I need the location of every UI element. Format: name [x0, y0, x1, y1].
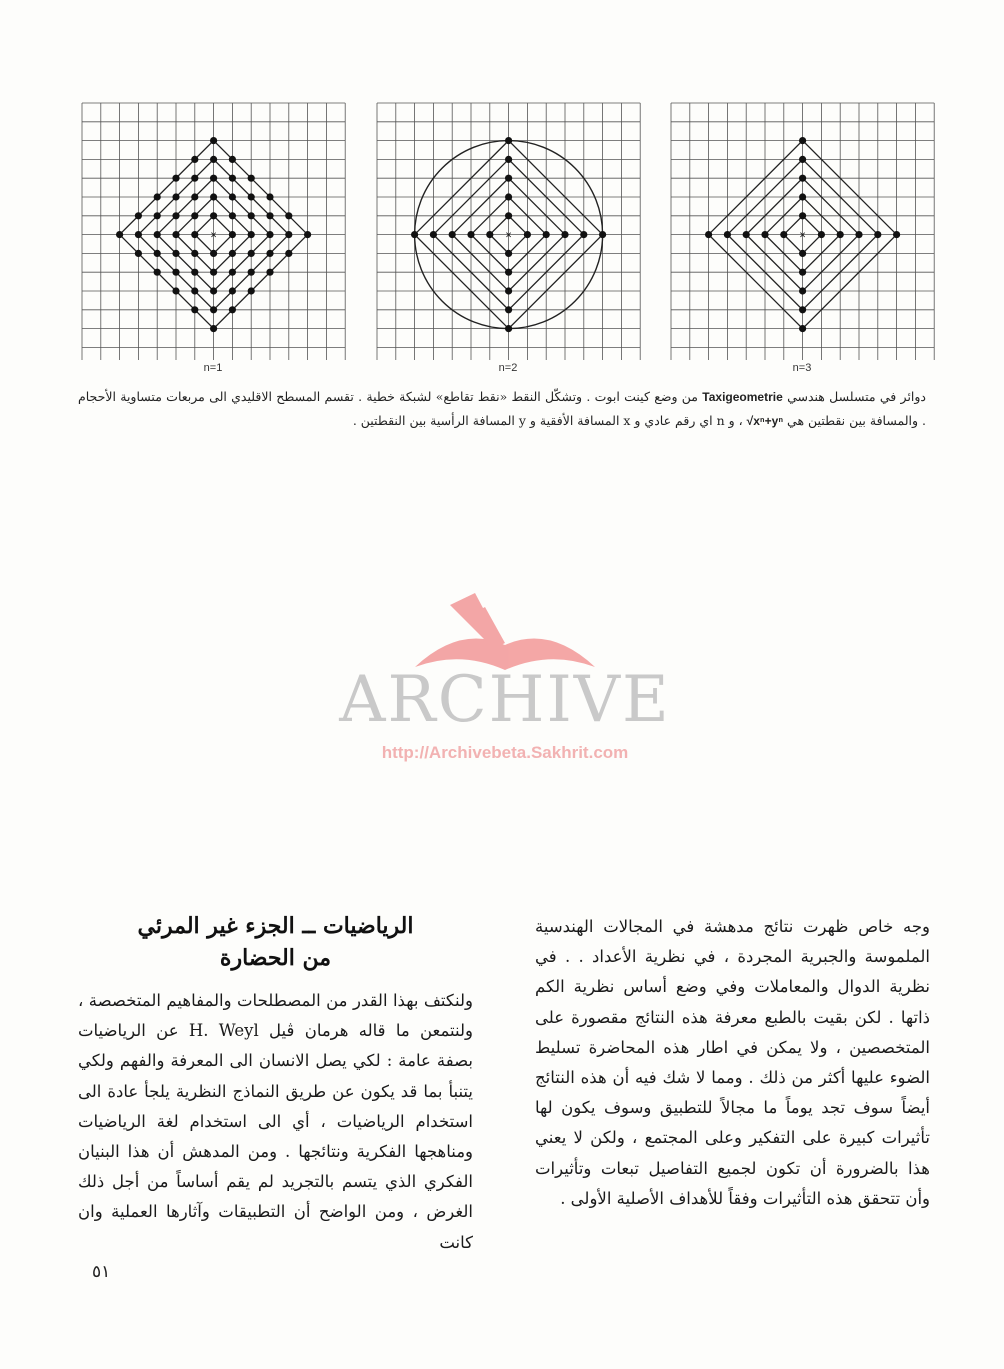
lattice-point	[248, 193, 255, 200]
figure-n1	[78, 100, 348, 378]
lattice-point	[561, 231, 568, 238]
lattice-point	[266, 250, 273, 257]
lattice-point	[191, 269, 198, 276]
lattice-point	[505, 212, 512, 219]
figure-n3	[667, 100, 937, 378]
lattice-point	[172, 287, 179, 294]
lattice-point	[543, 231, 550, 238]
figure-caption	[78, 385, 926, 433]
lattice-point	[855, 231, 862, 238]
lattice-point	[524, 231, 531, 238]
lattice-point	[154, 231, 161, 238]
lattice-point	[229, 269, 236, 276]
archive-watermark	[300, 585, 710, 775]
center-mark: ×	[210, 229, 217, 242]
lattice-point	[893, 231, 900, 238]
lattice-point	[191, 212, 198, 219]
lattice-point	[304, 231, 311, 238]
lattice-point	[761, 231, 768, 238]
lattice-point	[154, 269, 161, 276]
lattice-point	[837, 231, 844, 238]
lattice-point	[799, 156, 806, 163]
lattice-point	[505, 137, 512, 144]
lattice-point	[799, 250, 806, 257]
lattice-point	[172, 212, 179, 219]
lattice-point	[210, 212, 217, 219]
left-column	[78, 986, 473, 1258]
figure-label: n=1	[203, 362, 223, 374]
caption-formula: √xⁿ+yⁿ	[746, 414, 784, 428]
grid-diagram-n1	[78, 100, 348, 360]
lattice-point	[154, 212, 161, 219]
caption-part1: دوائر في متسلسل هندسي	[782, 389, 926, 404]
lattice-point	[486, 231, 493, 238]
lattice-point	[799, 137, 806, 144]
lattice-point	[229, 231, 236, 238]
lattice-point	[285, 212, 292, 219]
section-title-line2: من الحضارة	[219, 945, 332, 971]
lattice-point	[505, 250, 512, 257]
lattice-point	[430, 231, 437, 238]
lattice-point	[799, 175, 806, 182]
caption-part2: من وضع كينت ابوت . وتشكّل النقط «نقط تقاطع» لشبكة خطية . تقسم المسطح الاقليدي الى مربعات متساوية الأحجام . والمسافة بين نقطتين هي	[78, 389, 926, 428]
lattice-point	[505, 175, 512, 182]
lattice-point	[467, 231, 474, 238]
lattice-point	[799, 212, 806, 219]
section-title	[78, 910, 473, 974]
lattice-point	[799, 287, 806, 294]
lattice-point	[229, 306, 236, 313]
lattice-point	[266, 231, 273, 238]
lattice-point	[210, 175, 217, 182]
lattice-point	[229, 212, 236, 219]
lattice-point	[135, 212, 142, 219]
lattice-point	[285, 231, 292, 238]
right-column-text: وجه خاص ظهرت نتائج مدهشة في المجالات الهندسية الملموسة والجبرية المجردة ، في نظرية الأعداد . . في نظرية الدوال والمعاملات وفي وضع أساس نظرية الكم ذاتها . لكن بقيت بالطبع معرفة هذه النتائج مقصورة على المتخصصين ، ولا يمكن في اطار هذه المحاضرة تسليط الضوء عليها أكثر من ذلك . ومما لا شك فيه أن هذه النتائج أيضاً سوف تجد يوماً ما مجالاً للتطبيق وسوف يكون لها تأثيرات كبيرة على التفكير وعلى المجتمع ، ولكن لا يعني هذا بالضرورة أن تكون لجميع التفاصيل تبعات وتأثيرات وأن تتحقق هذه التأثيرات وفقاً للأهداف الأصلية الأولى .	[535, 917, 930, 1208]
watermark-text: ARCHIVE	[339, 663, 671, 737]
lattice-point	[799, 306, 806, 313]
lattice-point	[229, 156, 236, 163]
lattice-point	[191, 287, 198, 294]
grid-diagram-n3	[667, 100, 937, 360]
lattice-point	[505, 325, 512, 332]
watermark-url: http://Archivebeta.Sakhrit.com	[381, 743, 629, 762]
page-number: ٥١	[92, 1262, 111, 1282]
lattice-point	[874, 231, 881, 238]
lattice-point	[248, 212, 255, 219]
open-book-icon	[300, 585, 710, 675]
lattice-point	[248, 269, 255, 276]
lattice-point	[191, 156, 198, 163]
lattice-point	[210, 306, 217, 313]
grid-diagram-n2	[373, 100, 643, 360]
lattice-point	[191, 306, 198, 313]
lattice-point	[799, 269, 806, 276]
lattice-point	[210, 269, 217, 276]
center-mark: ×	[505, 229, 512, 242]
lattice-point	[116, 231, 123, 238]
lattice-point	[266, 212, 273, 219]
lattice-point	[248, 250, 255, 257]
left-column-text: ولنكتف بهذا القدر من المصطلحات والمفاهيم المتخصصة ، ولنتمعن ما قاله هرمان ڤيل H. Weyl عن الرياضيات بصفة عامة : لكي يصل الانسان الى المعرفة والفهم ولكي يتنبأ بما قد يكون عن طريق النماذج النظرية يلجأ عادة الى استخدام الرياضيات ، أي الى استخدام لغة الرياضيات ومناهجها الفكرية ونتائجها . ومن المدهش أن هذا البنيان الفكري الذي يتسم بالتجريد لم يقم أساساً من أجل ذلك الغرض ، ومن الواضح أن التطبيقات وآثارها العملية وان كانت	[78, 991, 474, 1252]
figure-label: n=2	[498, 362, 518, 374]
lattice-point	[154, 193, 161, 200]
caption-part3: ، و n اي رقم عادي و x المسافة الأفقية و y المسافة الرأسية بين النقطتين .	[352, 413, 747, 428]
lattice-point	[191, 193, 198, 200]
lattice-point	[210, 325, 217, 332]
lattice-point	[210, 137, 217, 144]
lattice-point	[248, 231, 255, 238]
lattice-point	[799, 325, 806, 332]
section-title-line1: الرياضيات ــ الجزء غير المرئي	[137, 913, 414, 939]
lattice-point	[505, 269, 512, 276]
lattice-point	[505, 306, 512, 313]
lattice-point	[229, 287, 236, 294]
lattice-point	[266, 193, 273, 200]
lattice-point	[172, 269, 179, 276]
lattice-point	[229, 193, 236, 200]
lattice-point	[210, 193, 217, 200]
lattice-point	[135, 250, 142, 257]
lattice-point	[229, 175, 236, 182]
lattice-point	[210, 287, 217, 294]
lattice-point	[780, 231, 787, 238]
lattice-point	[229, 250, 236, 257]
center-mark: ×	[799, 229, 806, 242]
lattice-point	[266, 269, 273, 276]
lattice-point	[799, 193, 806, 200]
lattice-point	[818, 231, 825, 238]
lattice-point	[449, 231, 456, 238]
caption-term: Taxigeometrie	[702, 390, 783, 404]
lattice-point	[210, 250, 217, 257]
lattice-point	[411, 231, 418, 238]
right-column	[535, 912, 930, 1214]
lattice-point	[705, 231, 712, 238]
lattice-point	[172, 231, 179, 238]
lattice-point	[580, 231, 587, 238]
lattice-point	[191, 231, 198, 238]
lattice-point	[210, 156, 217, 163]
lattice-point	[743, 231, 750, 238]
lattice-point	[154, 250, 161, 257]
lattice-point	[172, 175, 179, 182]
lattice-point	[172, 250, 179, 257]
lattice-point	[505, 287, 512, 294]
lattice-point	[135, 231, 142, 238]
lattice-point	[724, 231, 731, 238]
lattice-point	[285, 250, 292, 257]
lattice-point	[505, 156, 512, 163]
lattice-point	[599, 231, 606, 238]
lattice-point	[248, 175, 255, 182]
lattice-point	[172, 193, 179, 200]
lattice-point	[191, 175, 198, 182]
lattice-point	[505, 193, 512, 200]
figure-label: n=3	[792, 362, 812, 374]
figure-n2	[373, 100, 643, 378]
lattice-point	[191, 250, 198, 257]
lattice-point	[248, 287, 255, 294]
